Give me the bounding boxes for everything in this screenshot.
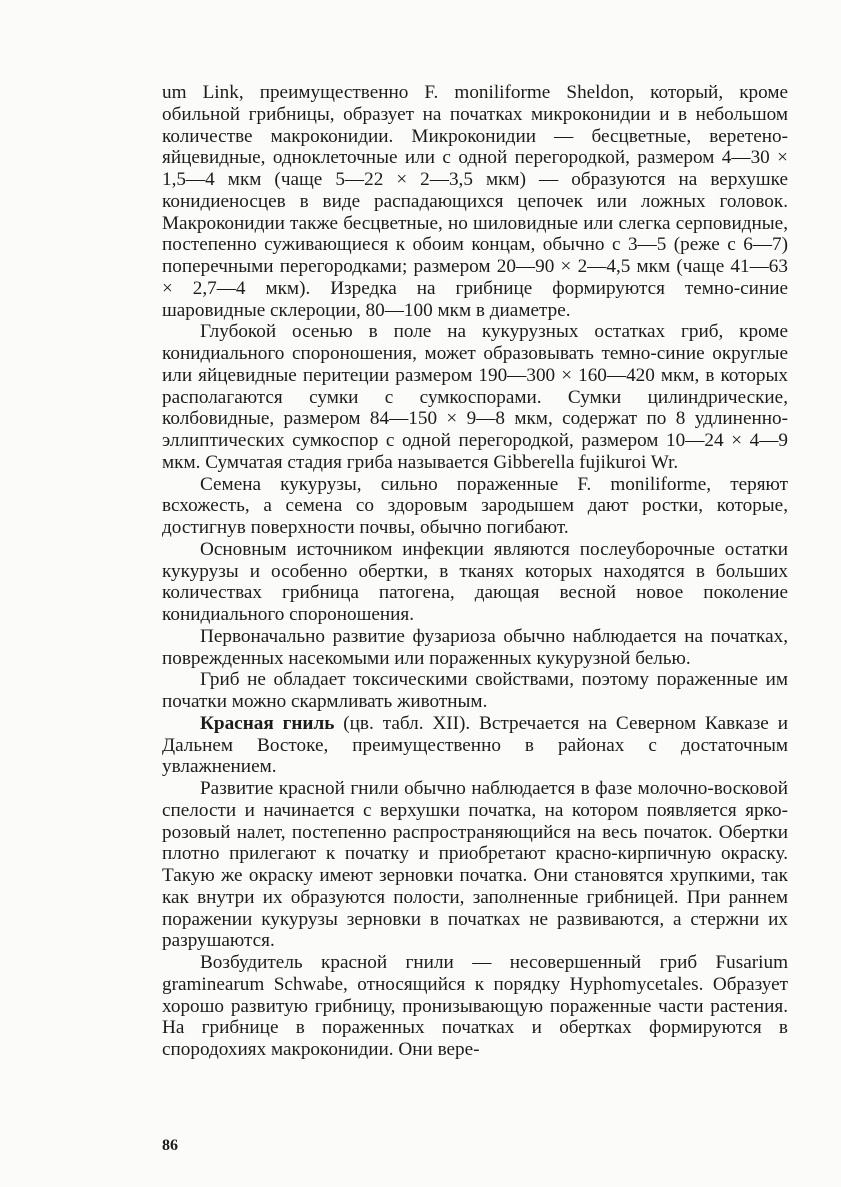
- paragraph-7-text: (цв. табл. XII). Встречается на Северном Кавказе и Дальнем Востоке, преимущественно в районах с достаточным увлажнением.: [162, 712, 788, 778]
- paragraph-8: Развитие красной гнили обычно наблюдается в фазе молочно-восковой спелости и начинается с верхушки початка, на котором появляется ярко-розовый налет, постепенно распространяющийся на весь початок. Обертки плотно прилегают к початку и приобретают красно-кирпичную окраску. Такую же окраску имеют зерновки початка. Они становятся хрупкими, так как внутри их образуются полости, заполненные грибницей. При раннем поражении кукурузы зерновки в початках не развиваются, а стержни их разрушаются.: [162, 778, 788, 952]
- paragraph-4: Основным источником инфекции являются послеуборочные остатки кукурузы и особенно обертки, в тканях которых находятся в больших количествах грибница патогена, дающая весной новое поколение конидиального спороношения.: [162, 538, 788, 625]
- page-number: 86: [162, 1137, 178, 1154]
- paragraph-6: Гриб не обладает токсическими свойствами, поэтому пораженные им початки можно скармливать животным.: [162, 669, 788, 712]
- paragraph-5: Первоначально развитие фузариоза обычно наблюдается на початках, поврежденных насекомыми или пораженных кукурузной белью.: [162, 625, 788, 669]
- paragraph-7: [162, 713, 788, 778]
- section-term-red-rot: Красная гниль: [200, 712, 335, 734]
- paragraph-9: Возбудитель красной гнили — несовершенный гриб Fusarium graminearum Schwabe, относящийся к порядку Hyphomycetales. Образует хорошо развитую грибницу, пронизывающую пораженные части растения. На грибнице в пораженных початках и обертках формируются в спородохиях макроконидии. Они вере-: [162, 952, 788, 1060]
- paragraph-2: Глубокой осенью в поле на кукурузных остатках гриб, кроме конидиального спороношения, может образовывать темно-синие округлые или яйцевидные перитеции размером 190—300 × 160—420 мкм, в которых располагаются сумки с сумкоспорами. Сумки цилиндрические, колбовидные, размером 84—150 × 9—8 мкм, содержат по 8 удлиненно-эллиптических сумкоспор с одной перегородкой, размером 10—24 × 4—9 мкм. Сумчатая стадия гриба называется Gibberella fujikuroi Wr.: [162, 321, 788, 473]
- paragraph-1: um Link, преимущественно F. moniliforme Sheldon, который, кроме обильной грибницы, образует на початках микроконидии и в небольшом количестве макроконидии. Микроконидии — бесцветные, веретено-яйцевидные, одноклеточные или с одной перегородкой, размером 4—30 × 1,5—4 мкм (чаще 5—22 × 2—3,5 мкм) — образуются на верхушке конидиеносцев в виде распадающихся цепочек или ложных головок. Макроконидии также бесцветные, но шиловидные или слегка серповидные, постепенно суживающиеся к обоим концам, обычно с 3—5 (реже с 6—7) поперечными перегородками; размером 20—90 × 2—4,5 мкм (чаще 41—63 × 2,7—4 мкм). Изредка на грибнице формируются темно-синие шаровидные склероции, 80—100 мкм в диаметре.: [162, 82, 788, 321]
- paragraph-3: Семена кукурузы, сильно пораженные F. moniliforme, теряют всхожесть, а семена со здоровым зародышем дают ростки, которые, достигнув поверхности почвы, обычно погибают.: [162, 473, 788, 538]
- body-text: [162, 82, 788, 1061]
